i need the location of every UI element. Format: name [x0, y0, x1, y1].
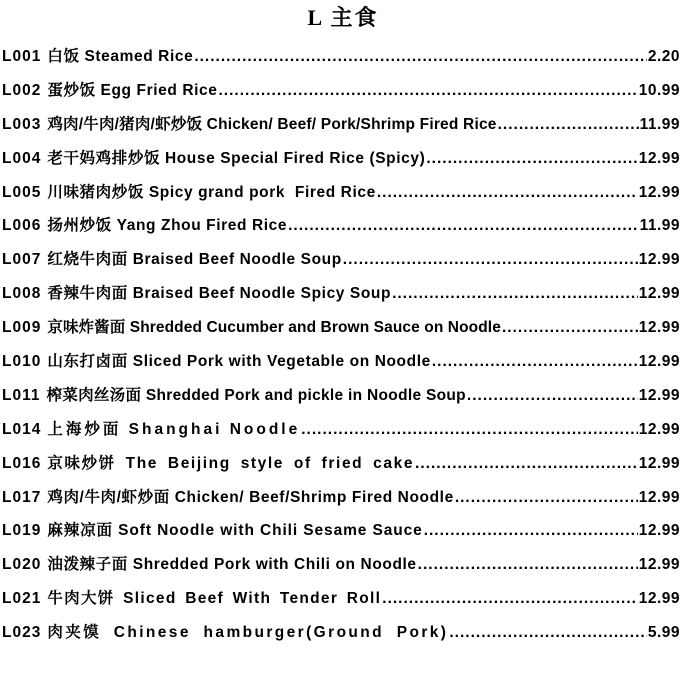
item-price: 12.99: [638, 420, 680, 438]
dot-leader: [467, 387, 638, 405]
item-price: 12.99: [638, 522, 680, 540]
menu-item: [2, 518, 680, 552]
menu-item: [2, 78, 680, 112]
item-price: 12.99: [638, 590, 680, 608]
item-name: 老干妈鸡排炒饭 House Special Fired Rice (Spicy): [47, 149, 426, 167]
item-name: 京味炒饼 The Beijing style of fried cake: [47, 454, 415, 472]
dot-leader: [415, 455, 638, 473]
item-price: 5.99: [647, 624, 680, 642]
dot-leader: [392, 285, 638, 303]
menu-item: [2, 417, 680, 451]
item-name: 牛肉大饼 Sliced Beef With Tender Roll: [47, 590, 382, 608]
item-name: 川味猪肉炒饭 Spicy grand pork Fired Rice: [47, 183, 376, 201]
item-code: L004: [2, 149, 42, 167]
item-code: L017: [2, 488, 42, 506]
item-code: L007: [2, 251, 42, 269]
item-code: L009: [2, 319, 42, 337]
item-name: 京味炸酱面 Shredded Cucumber and Brown Sauce on Noodle: [47, 319, 501, 337]
dot-leader: [382, 590, 637, 608]
menu-list: [2, 44, 680, 654]
item-name: 蛋炒饭 Egg Fried Rice: [47, 81, 218, 99]
item-name: 山东打卤面 Sliced Pork with Vegetable on Noodle: [47, 353, 431, 371]
item-name: 鸡肉/牛肉/虾炒面 Chicken/ Beef/Shrimp Fired Noodle: [47, 488, 454, 506]
menu-section-title: L 主食: [307, 5, 379, 30]
item-name: 扬州炒饭 Yang Zhou Fired Rice: [47, 217, 288, 235]
menu-item: [2, 247, 680, 281]
item-price: 12.99: [638, 183, 680, 201]
dot-leader: [502, 319, 638, 337]
menu-item: [2, 213, 680, 247]
dot-leader: [498, 116, 639, 134]
menu-item: [2, 146, 680, 180]
menu-item: [2, 383, 680, 417]
dot-leader: [426, 150, 637, 168]
menu-item: [2, 349, 680, 383]
menu-item: [2, 44, 680, 78]
item-code: L011: [2, 386, 41, 404]
menu-item: [2, 281, 680, 315]
item-code: L005: [2, 183, 42, 201]
item-price: 12.99: [638, 285, 680, 303]
dot-leader: [424, 522, 638, 540]
item-name: 红烧牛肉面 Braised Beef Noodle Soup: [47, 251, 342, 269]
item-code: L016: [2, 454, 42, 472]
item-price: 12.99: [638, 556, 680, 574]
item-code: L014: [2, 420, 42, 438]
dot-leader: [194, 48, 647, 66]
menu-item: [2, 485, 680, 519]
item-code: L003: [2, 115, 42, 133]
dot-leader: [343, 251, 638, 269]
item-code: L021: [2, 590, 42, 608]
item-price: 11.99: [639, 115, 680, 133]
item-price: 12.99: [638, 488, 680, 506]
item-code: L006: [2, 217, 42, 235]
item-code: L002: [2, 81, 42, 99]
item-code: L020: [2, 556, 42, 574]
item-code: L008: [2, 285, 42, 303]
item-code: L010: [2, 353, 42, 371]
dot-leader: [218, 82, 637, 100]
menu-item: [2, 586, 680, 620]
item-price: 12.99: [638, 251, 680, 269]
item-price: 12.99: [638, 454, 680, 472]
dot-leader: [301, 421, 637, 439]
item-name: 榨菜肉丝汤面 Shredded Pork and pickle in Noodle Soup: [46, 386, 466, 404]
item-name: 香辣牛肉面 Braised Beef Noodle Spicy Soup: [47, 285, 392, 303]
dot-leader: [418, 556, 638, 574]
item-name: 油泼辣子面 Shredded Pork with Chili on Noodle: [47, 556, 417, 574]
item-price: 2.20: [647, 48, 680, 65]
item-name: 白饭 Steamed Rice: [47, 48, 194, 65]
item-name: 肉夹馍 Chinese hamburger(Ground Pork): [47, 624, 449, 642]
item-price: 10.99: [638, 81, 680, 99]
menu-item: [2, 552, 680, 586]
menu-item: [2, 620, 680, 654]
dot-leader: [455, 489, 638, 507]
menu-item: [2, 315, 680, 349]
dot-leader: [432, 353, 638, 371]
item-code: L023: [2, 624, 42, 642]
item-code: L001: [2, 48, 42, 65]
item-price: 12.99: [638, 319, 680, 337]
item-name: 麻辣凉面 Soft Noodle with Chili Sesame Sauce: [47, 522, 423, 540]
menu-item: [2, 180, 680, 214]
item-price: 11.99: [639, 217, 680, 235]
item-name: 鸡肉/牛肉/猪肉/虾炒饭 Chicken/ Beef/ Pork/Shrimp Fired Rice: [47, 115, 497, 133]
dot-leader: [449, 624, 646, 642]
dot-leader: [377, 184, 638, 202]
menu-item: [2, 451, 680, 485]
item-price: 12.99: [638, 353, 680, 371]
menu-item: [2, 112, 680, 146]
item-code: L019: [2, 522, 42, 540]
dot-leader: [288, 217, 638, 235]
item-price: 12.99: [638, 386, 680, 404]
item-name: 上海炒面 Shanghai Noodle: [47, 420, 301, 438]
item-price: 12.99: [638, 149, 680, 167]
